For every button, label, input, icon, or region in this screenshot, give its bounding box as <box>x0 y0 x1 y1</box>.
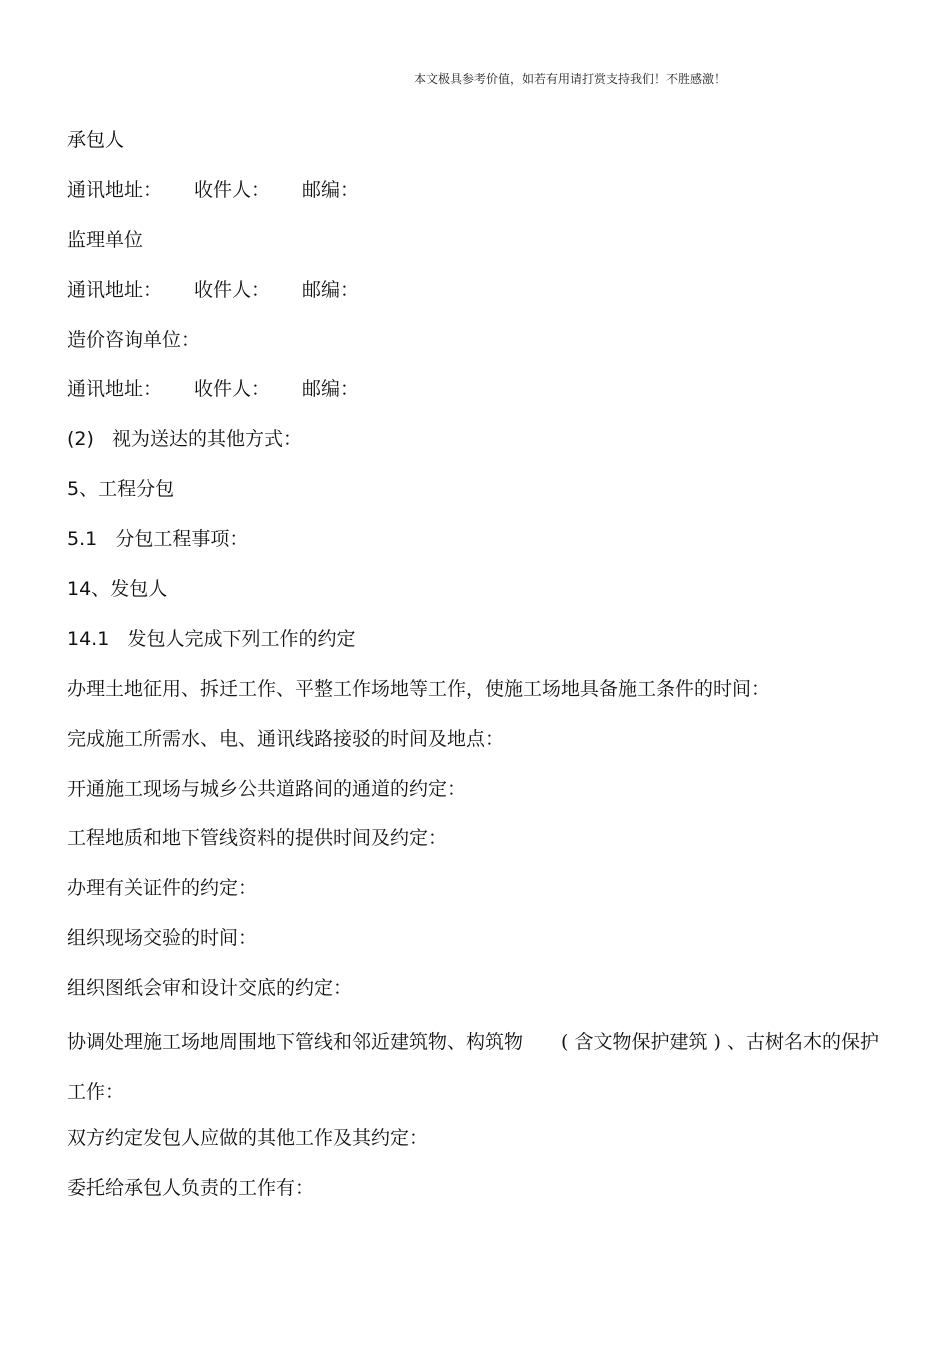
clause-number: 5.1 <box>67 528 98 551</box>
section-title: 发包人 <box>110 578 168 601</box>
section-title: 工程分包 <box>98 478 175 501</box>
heading-subcontract <box>67 469 887 519</box>
recipient-label: 收件人： <box>194 278 271 301</box>
item-text: 视为送达的其他方式： <box>112 428 303 451</box>
heading-employer <box>67 569 887 619</box>
clause-text: 发包人完成下列工作的约定 <box>127 627 356 650</box>
line-land-acquisition: 办理土地征用、拆迁工作、平整工作场地等工作，使施工场地具备施工条件的时间： <box>67 677 771 700</box>
line-drawing-review: 组织图纸会审和设计交底的约定： <box>67 977 353 1000</box>
postcode-label: 邮编： <box>302 178 360 201</box>
recipient-label: 收件人： <box>194 378 271 401</box>
address-label: 通讯地址： <box>67 278 163 301</box>
line-geology-data: 工程地质和地下管线资料的提供时间及约定： <box>67 827 448 850</box>
section-number: 5、 <box>67 478 99 501</box>
line-other-duties: 双方约定发包人应做的其他工作及其约定： <box>67 1126 429 1149</box>
line-protection-work: 协调处理施工场地周围地下管线和邻近建筑物、构筑物 ( 含文物保护建筑 ) 、古树名木的保护工作： <box>67 1031 879 1103</box>
line-supervisor: 监理单位 <box>67 228 144 251</box>
line-access-road: 开通施工现场与城乡公共道路间的通道的约定： <box>67 777 467 800</box>
document-body <box>67 120 887 1218</box>
line-contractor-address <box>67 170 887 220</box>
clause-number: 14.1 <box>67 627 110 650</box>
line-cost-consultant: 造价咨询单位： <box>67 328 201 351</box>
section-number: 14、 <box>67 578 111 601</box>
clause-text: 分包工程事项： <box>115 528 249 551</box>
line-site-handover: 组织现场交验的时间： <box>67 927 258 950</box>
line-contractor: 承包人 <box>67 129 125 151</box>
line-utilities: 完成施工所需水、电、通讯线路接驳的时间及地点： <box>67 727 505 750</box>
address-label: 通讯地址： <box>67 178 163 201</box>
header-note: 本文极具参考价值，如若有用请打赏支持我们！不胜感激！ <box>413 72 726 86</box>
line-delivery-methods <box>67 419 887 469</box>
address-label: 通讯地址： <box>67 378 163 401</box>
recipient-label: 收件人： <box>194 178 271 201</box>
postcode-label: 邮编： <box>302 378 360 401</box>
line-delegated-work: 委托给承包人负责的工作有： <box>67 1176 315 1199</box>
line-subcontract-items <box>67 519 887 569</box>
postcode-label: 邮编： <box>302 278 360 301</box>
line-supervisor-address <box>67 270 887 320</box>
line-consultant-address <box>67 369 887 419</box>
line-employer-duties <box>67 619 887 669</box>
item-number: (2) <box>67 428 94 451</box>
line-permits: 办理有关证件的约定： <box>67 877 258 900</box>
